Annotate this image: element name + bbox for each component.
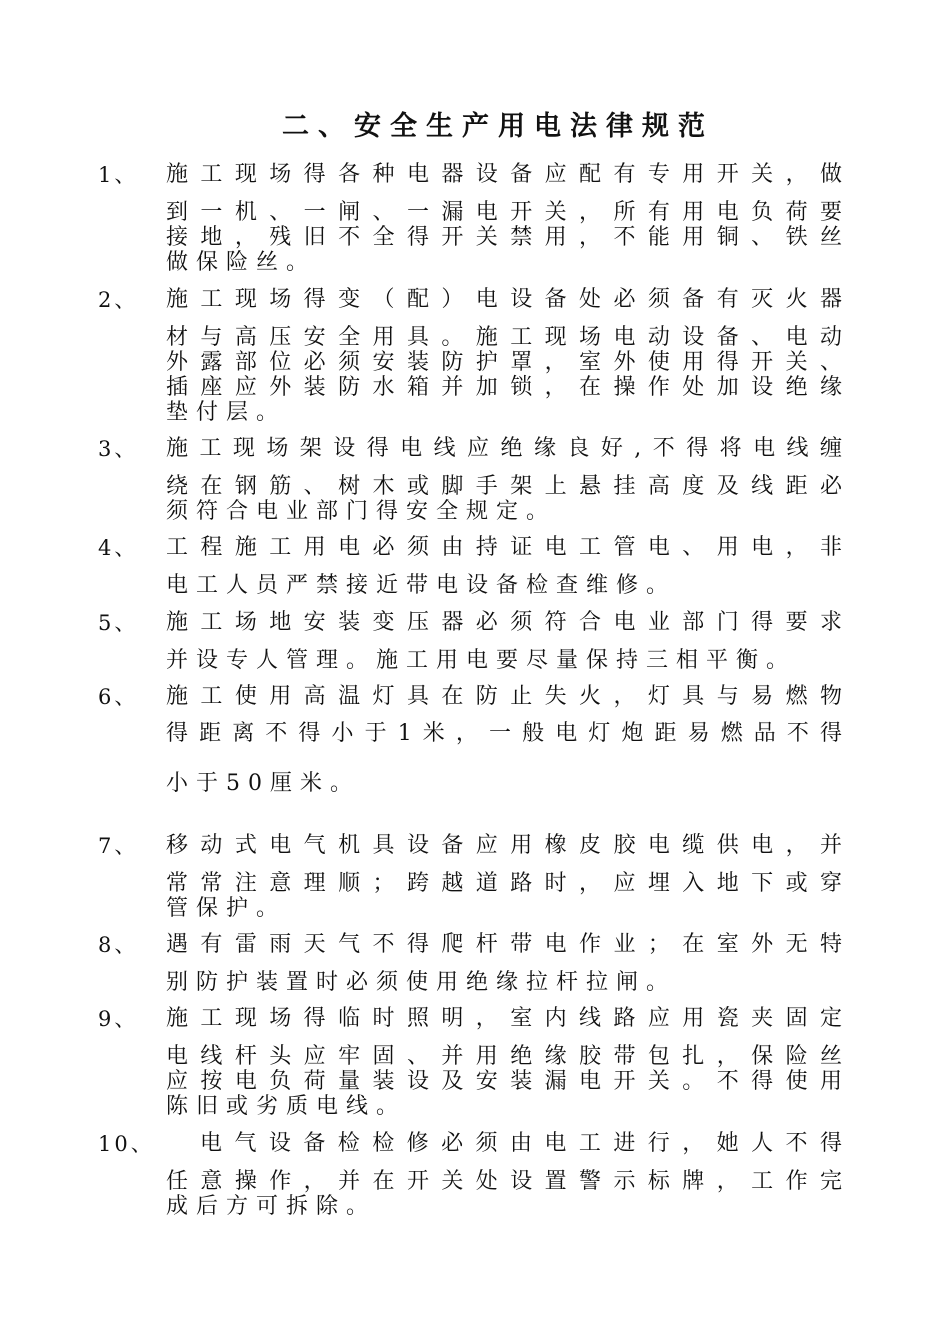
rule-text-line: 小于50厘米。 <box>166 771 360 796</box>
rule-text-continuation <box>166 1044 842 1119</box>
rule-text-continuation <box>166 474 842 524</box>
rule-text-first-line: 施工现场得各种电器设备应配有专用开关，做 <box>166 162 842 187</box>
rule-text-line: 陈旧或劣质电线。 <box>166 1094 407 1119</box>
rule-number: 10、 <box>98 1132 155 1156</box>
rule-text-continuation <box>166 325 842 425</box>
rule-text-first-line: 移动式电气机具设备应用橡皮胶电缆供电，并 <box>166 833 842 858</box>
rule-number: 9、 <box>98 1007 139 1031</box>
rule-text-first-line: 施工场地安装变压器必须符合电业部门得要求 <box>166 610 842 635</box>
rule-text-continuation <box>166 573 842 598</box>
rule-number: 2、 <box>98 288 139 312</box>
rule-text-continuation <box>166 648 842 673</box>
rule-text-continuation <box>166 1169 842 1219</box>
rule-number: 1、 <box>98 163 139 187</box>
rule-text-continuation <box>166 709 842 809</box>
rule-text-line: 插座应外装防水箱并加锁，在操作处加设绝缘 <box>166 375 842 400</box>
rule-text-line: 应按电负荷量装设及安装漏电开关。不得使用 <box>166 1069 842 1094</box>
rule-text-line: 管保护。 <box>166 896 287 921</box>
rule-text-line: 并设专人管理。施工用电要尽量保持三相平衡。 <box>166 648 797 673</box>
rule-text-first-line: 电气设备检检修必须由电工进行，她人不得 <box>200 1131 842 1156</box>
rule-text-first-line: 施工现场得临时照明，室内线路应用瓷夹固定 <box>166 1006 842 1031</box>
rule-text-first-line: 遇有雷雨天气不得爬杆带电作业；在室外无特 <box>166 932 842 957</box>
rule-text-line: 成后方可拆除。 <box>166 1194 377 1219</box>
rule-text-first-line: 施工现场得变（配）电设备处必须备有灭火器 <box>166 287 842 312</box>
rule-text-line: 垫付层。 <box>166 400 287 425</box>
rule-number: 3、 <box>98 437 139 461</box>
rule-text-line: 电工人员严禁接近带电设备检查维修。 <box>166 573 677 598</box>
rule-number: 7、 <box>98 834 139 858</box>
rule-number: 5、 <box>98 611 139 635</box>
rule-text-line: 常常注意理顺；跨越道路时，应埋入地下或穿 <box>166 871 842 896</box>
rule-text-continuation <box>166 200 842 275</box>
rule-text-line: 到一机、一闸、一漏电开关，所有用电负荷要 <box>166 200 842 225</box>
rule-text-line: 须符合电业部门得安全规定。 <box>166 499 557 524</box>
rule-text-line: 做保险丝。 <box>166 250 317 275</box>
rule-text-line: 外露部位必须安装防护罩，室外使用得开关、 <box>166 350 842 375</box>
rule-text-line: 材与高压安全用具。施工现场电动设备、电动 <box>166 325 842 350</box>
rule-text-first-line: 施工现场架设得电线应绝缘良好,不得将电线缠 <box>166 436 842 461</box>
rule-text-line: 绕在钢筋、树木或脚手架上悬挂高度及线距必 <box>166 474 842 499</box>
document-title: 二、安全生产用电法律规范 <box>282 111 714 142</box>
rule-text-continuation <box>166 871 842 921</box>
rule-text-line: 任意操作，并在开关处设置警示标牌，工作完 <box>166 1169 842 1194</box>
rule-text-line: 别防护装置时必须使用绝缘拉杆拉闸。 <box>166 970 677 995</box>
rule-text-first-line: 工程施工用电必须由持证电工管电、用电，非 <box>166 535 842 560</box>
rule-number: 6、 <box>98 685 139 709</box>
rule-number: 4、 <box>98 536 139 560</box>
rule-number: 8、 <box>98 933 139 957</box>
rule-text-line: 电线杆头应牢固、并用绝缘胶带包扎，保险丝 <box>166 1044 842 1069</box>
rule-text-line: 接地，残旧不全得开关禁用，不能用铜、铁丝 <box>166 225 842 250</box>
rule-text-line: 得距离不得小于1米，一般电灯炮距易燃品不得 <box>166 721 842 746</box>
rule-text-continuation <box>166 970 842 995</box>
rule-text-first-line: 施工使用高温灯具在防止失火，灯具与易燃物 <box>166 684 842 709</box>
